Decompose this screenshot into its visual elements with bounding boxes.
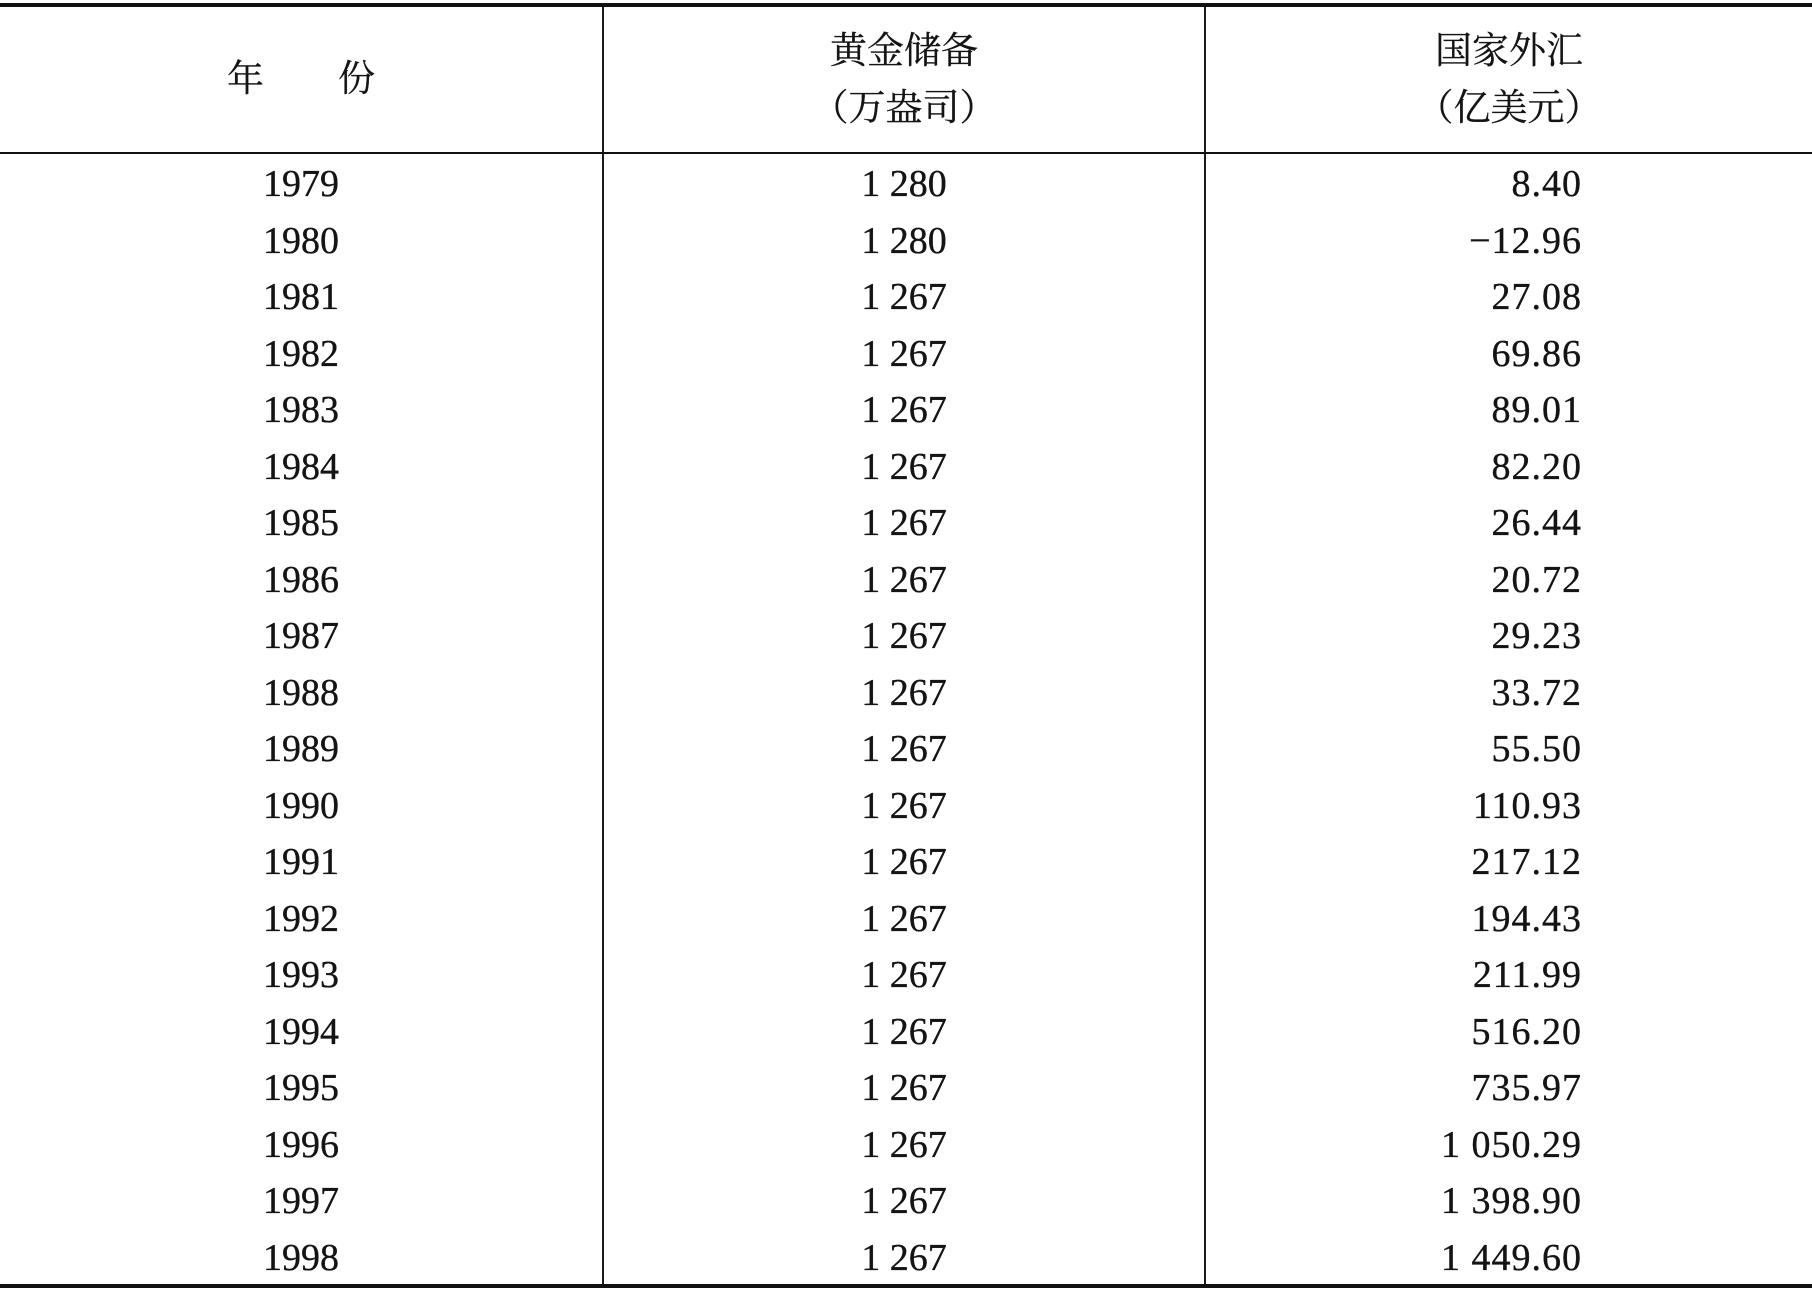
year-cell: 1983 bbox=[0, 380, 604, 437]
gold-reserve-cell: 1 267 bbox=[604, 945, 1206, 1002]
year-cell: 1986 bbox=[0, 550, 604, 607]
table-row bbox=[0, 776, 1812, 833]
foreign-exchange-cell: 27.08 bbox=[1491, 276, 1582, 319]
year-cell: 1996 bbox=[0, 1115, 604, 1172]
year-cell: 1994 bbox=[0, 1002, 604, 1059]
year-cell: 1984 bbox=[0, 437, 604, 494]
foreign-exchange-cell: 55.50 bbox=[1491, 728, 1582, 771]
table-row bbox=[0, 1171, 1812, 1228]
gold-reserve-cell: 1 280 bbox=[604, 154, 1206, 211]
year-cell: 1981 bbox=[0, 267, 604, 324]
foreign-exchange-cell: 194.43 bbox=[1471, 897, 1582, 940]
gold-reserve-cell: 1 267 bbox=[604, 437, 1206, 494]
year-cell: 1979 bbox=[0, 154, 604, 211]
foreign-exchange-cell: 1 398.90 bbox=[1441, 1180, 1582, 1223]
header-cell-year bbox=[0, 7, 604, 152]
foreign-exchange-cell: 217.12 bbox=[1471, 841, 1582, 884]
gold-reserve-cell: 1 267 bbox=[604, 1115, 1206, 1172]
year-cell: 1998 bbox=[0, 1228, 604, 1285]
foreign-exchange-cell: 1 449.60 bbox=[1441, 1236, 1582, 1279]
gold-reserve-cell: 1 280 bbox=[604, 211, 1206, 268]
foreign-exchange-cell: 26.44 bbox=[1491, 502, 1582, 545]
foreign-exchange-cell: −12.96 bbox=[1469, 219, 1582, 262]
table-row bbox=[0, 606, 1812, 663]
foreign-exchange-cell: 1 050.29 bbox=[1441, 1123, 1582, 1166]
table-body bbox=[0, 154, 1812, 1284]
foreign-exchange-cell: 110.93 bbox=[1472, 784, 1582, 827]
year-cell: 1988 bbox=[0, 663, 604, 720]
foreign-exchange-cell: 20.72 bbox=[1491, 558, 1582, 601]
table-row bbox=[0, 324, 1812, 381]
gold-reserve-cell: 1 267 bbox=[604, 1171, 1206, 1228]
table-row bbox=[0, 1058, 1812, 1115]
gold-reserve-cell: 1 267 bbox=[604, 832, 1206, 889]
foreign-exchange-cell: 69.86 bbox=[1491, 332, 1582, 375]
table-row bbox=[0, 1228, 1812, 1285]
table-row bbox=[0, 267, 1812, 324]
gold-reserve-cell: 1 267 bbox=[604, 719, 1206, 776]
year-cell: 1997 bbox=[0, 1171, 604, 1228]
header-gold-reserve-unit: （万盎司） bbox=[811, 87, 997, 129]
table-row bbox=[0, 493, 1812, 550]
gold-reserve-cell: 1 267 bbox=[604, 267, 1206, 324]
table-row bbox=[0, 719, 1812, 776]
foreign-exchange-cell: 29.23 bbox=[1491, 615, 1582, 658]
foreign-exchange-cell: 735.97 bbox=[1471, 1067, 1582, 1110]
table-row bbox=[0, 154, 1812, 211]
header-year-label: 年 份 bbox=[227, 59, 375, 100]
year-cell: 1985 bbox=[0, 493, 604, 550]
gold-reserve-cell: 1 267 bbox=[604, 606, 1206, 663]
year-cell: 1987 bbox=[0, 606, 604, 663]
table-row bbox=[0, 945, 1812, 1002]
year-cell: 1992 bbox=[0, 889, 604, 946]
table-row bbox=[0, 889, 1812, 946]
table-header-row bbox=[0, 7, 1812, 154]
gold-reserve-cell: 1 267 bbox=[604, 380, 1206, 437]
gold-reserve-cell: 1 267 bbox=[604, 1002, 1206, 1059]
gold-reserve-cell: 1 267 bbox=[604, 324, 1206, 381]
foreign-exchange-cell: 33.72 bbox=[1491, 671, 1582, 714]
header-cell-foreign-exchange bbox=[1206, 7, 1812, 152]
year-cell: 1995 bbox=[0, 1058, 604, 1115]
year-cell: 1991 bbox=[0, 832, 604, 889]
gold-reserve-cell: 1 267 bbox=[604, 1228, 1206, 1285]
header-cell-gold-reserve bbox=[604, 7, 1206, 152]
table-row bbox=[0, 1002, 1812, 1059]
header-gold-reserve-title: 黄金储备 bbox=[830, 30, 978, 72]
foreign-exchange-cell: 82.20 bbox=[1491, 445, 1582, 488]
year-cell: 1993 bbox=[0, 945, 604, 1002]
table-row bbox=[0, 211, 1812, 268]
foreign-exchange-cell: 516.20 bbox=[1471, 1010, 1582, 1053]
data-table bbox=[0, 3, 1812, 1288]
table-row bbox=[0, 1115, 1812, 1172]
year-cell: 1989 bbox=[0, 719, 604, 776]
header-foreign-exchange-unit: （亿美元） bbox=[1416, 87, 1602, 129]
header-foreign-exchange-title: 国家外汇 bbox=[1435, 30, 1583, 72]
table-row bbox=[0, 380, 1812, 437]
table-row bbox=[0, 437, 1812, 494]
year-cell: 1990 bbox=[0, 776, 604, 833]
gold-reserve-cell: 1 267 bbox=[604, 776, 1206, 833]
year-cell: 1982 bbox=[0, 324, 604, 381]
table-row bbox=[0, 832, 1812, 889]
gold-reserve-cell: 1 267 bbox=[604, 663, 1206, 720]
gold-reserve-cell: 1 267 bbox=[604, 493, 1206, 550]
gold-reserve-cell: 1 267 bbox=[604, 889, 1206, 946]
gold-reserve-cell: 1 267 bbox=[604, 550, 1206, 607]
year-cell: 1980 bbox=[0, 211, 604, 268]
table-row bbox=[0, 550, 1812, 607]
gold-reserve-cell: 1 267 bbox=[604, 1058, 1206, 1115]
table-row bbox=[0, 663, 1812, 720]
foreign-exchange-cell: 8.40 bbox=[1511, 163, 1582, 206]
foreign-exchange-cell: 211.99 bbox=[1472, 954, 1582, 997]
foreign-exchange-cell: 89.01 bbox=[1491, 389, 1582, 432]
